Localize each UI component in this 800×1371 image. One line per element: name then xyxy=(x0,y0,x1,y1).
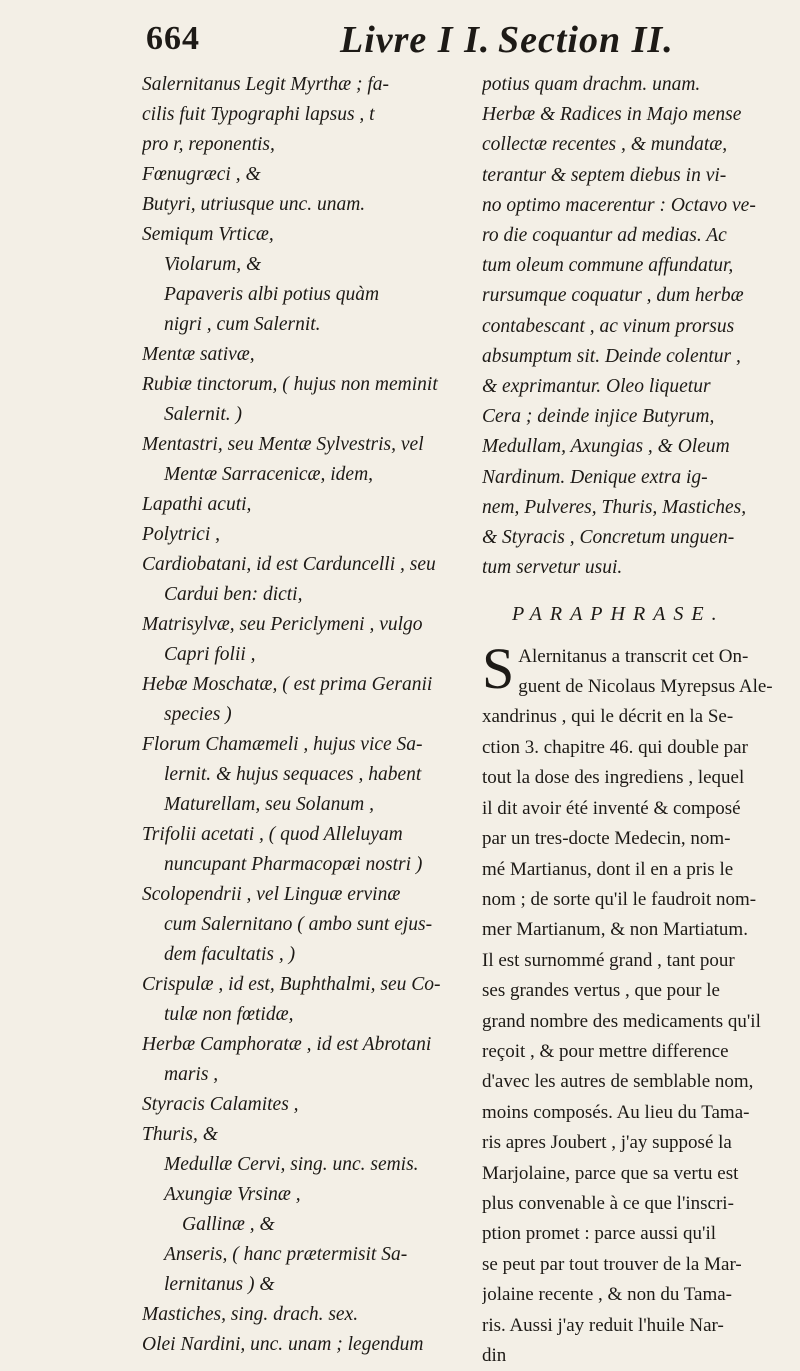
latin-line: contabescant , ac vinum prorsus xyxy=(482,315,735,337)
recipe-line: Salernit. ) xyxy=(164,404,242,425)
recipe-line: Anseris, ( hanc prætermisit Sa- xyxy=(164,1244,408,1265)
recipe-line: Medullæ Cervi, sing. unc. semis. xyxy=(164,1154,419,1175)
recipe-line: Matrisylvæ, seu Periclymeni , vulgo xyxy=(142,614,423,635)
french-line: ses grandes vertus , que pour le xyxy=(482,980,720,1002)
recipe-line: Herbæ Camphoratæ , id est Abrotani xyxy=(142,1034,432,1055)
recipe-line: nuncupant Pharmacopæi nostri ) xyxy=(164,854,423,875)
french-line: plus convenable à ce que l'inscri- xyxy=(482,1192,734,1214)
french-line: guent de Nicolaus Myrepsus Ale- xyxy=(518,676,773,698)
french-line: Marjolaine, parce que sa vertu est xyxy=(482,1162,739,1184)
dropcap-letter: S xyxy=(482,635,515,701)
recipe-line: Rubiæ tinctorum, ( hujus non meminit xyxy=(142,374,438,395)
recipe-line: Trifolii acetati , ( quod Alleluyam xyxy=(142,824,403,845)
recipe-line: Axungiæ Vrsinæ , xyxy=(164,1184,301,1205)
recipe-line: lernit. & hujus sequaces , habent xyxy=(164,764,422,785)
section-title: Section II. xyxy=(498,19,674,61)
french-line: ris. Aussi j'ay reduit l'huile Nar- xyxy=(482,1314,724,1336)
french-line: xandrinus , qui le décrit en la Se- xyxy=(482,706,734,728)
latin-line: tum oleum commune affundatur, xyxy=(482,255,734,277)
french-line: il dit avoir été inventé & composé xyxy=(482,797,741,819)
french-paraphrase xyxy=(482,635,774,1371)
french-line: reçoit , & pour mettre difference xyxy=(482,1040,729,1062)
recipe-line: tulæ non fœtidæ, xyxy=(164,1004,294,1025)
recipe-line: Fœnugræci , & xyxy=(142,164,261,185)
recipe-line: Cardui ben: dicti, xyxy=(164,584,303,605)
french-line: tout la dose des ingrediens , lequel xyxy=(482,767,745,789)
latin-line: terantur & septem diebus in vi- xyxy=(482,164,727,186)
latin-line: potius quam drachm. unam. xyxy=(482,74,701,95)
recipe-line: Semiqum Vrticæ, xyxy=(142,224,274,245)
latin-line: & Styracis , Concretum unguen- xyxy=(482,527,735,549)
french-line: Alernitanus a transcrit cet On- xyxy=(518,645,749,667)
latin-line: & exprimantur. Oleo liquetur xyxy=(482,376,711,398)
recipe-line: dem facultatis , ) xyxy=(164,944,296,965)
french-line: moins composés. Au lieu du Tama- xyxy=(482,1101,750,1123)
latin-line: no optimo macerentur : Octavo ve- xyxy=(482,194,756,216)
french-line: ction 3. chapitre 46. qui double par xyxy=(482,736,748,758)
french-line: Il est surnommé grand , tant pour xyxy=(482,949,735,971)
right-column xyxy=(482,70,774,1371)
french-line: grand nombre des medicaments qu'il xyxy=(482,1010,761,1032)
recipe-line: Cardiobatani, id est Carduncelli , seu xyxy=(142,554,436,575)
recipe-line: Hebæ Moschatæ, ( est prima Geranii xyxy=(142,674,433,695)
latin-line: nem, Pulveres, Thuris, Mastiches, xyxy=(482,496,747,518)
page-header xyxy=(30,14,770,66)
recipe-line: Salernitanus Legit Myrthæ ; fa- xyxy=(142,74,389,95)
latin-instructions xyxy=(482,70,774,583)
latin-line: Nardinum. Denique extra ig- xyxy=(482,466,708,488)
recipe-line: Butyri, utriusque unc. unam. xyxy=(142,194,366,215)
french-line: ris apres Joubert , j'ay supposé la xyxy=(482,1132,732,1154)
latin-line: rursumque coquatur , dum herbæ xyxy=(482,285,744,307)
recipe-line: Florum Chamæmeli , hujus vice Sa- xyxy=(142,734,423,755)
recipe-line: lernitanus ) & xyxy=(164,1274,275,1295)
recipe-line: Lapathi acuti, xyxy=(142,494,252,515)
recipe-line: Violarum, & xyxy=(164,254,262,275)
latin-line: absumptum sit. Deinde colentur , xyxy=(482,345,741,367)
recipe-line: Maturellam, seu Solanum , xyxy=(164,794,374,815)
latin-line: ro die coquantur ad medias. Ac xyxy=(482,225,727,247)
latin-line: Herbæ & Radices in Majo mense xyxy=(482,104,742,126)
recipe-line: nigri , cum Salernit. xyxy=(164,314,321,335)
left-column-recipe xyxy=(142,70,460,1360)
recipe-line: Mastiches, sing. drach. sex. xyxy=(142,1304,359,1325)
recipe-line: species ) xyxy=(164,704,232,725)
recipe-line: Crispulæ , id est, Buphthalmi, seu Co- xyxy=(142,974,441,995)
recipe-line: Mentastri, seu Mentæ Sylvestris, vel xyxy=(142,434,424,455)
recipe-line: Thuris, & xyxy=(142,1124,218,1145)
recipe-line: pro r, reponentis, xyxy=(142,134,275,155)
recipe-line: Polytrici , xyxy=(142,524,220,545)
french-line: se peut par tout trouver de la Mar- xyxy=(482,1253,742,1275)
recipe-line: Papaveris albi potius quàm xyxy=(164,284,380,305)
running-title: Livre I I. xyxy=(340,19,491,61)
latin-line: collectæ recentes , & mundatæ, xyxy=(482,134,728,156)
french-line: din xyxy=(482,1345,507,1366)
latin-line: Cera ; deinde injice Butyrum, xyxy=(482,406,715,428)
paraphrase-heading: PARAPHRASE. xyxy=(512,603,725,626)
french-line: par un tres-docte Medecin, nom- xyxy=(482,828,731,850)
recipe-line: Olei Nardini, unc. unam ; legendum xyxy=(142,1334,424,1355)
french-line: mer Martianum, & non Martiatum. xyxy=(482,919,748,941)
recipe-line: Gallinæ , & xyxy=(182,1214,275,1235)
recipe-line: Mentæ Sarracenicæ, idem, xyxy=(164,464,374,485)
french-line: mé Martianus, dont il en a pris le xyxy=(482,858,734,880)
french-line: nom ; de sorte qu'il le faudroit nom- xyxy=(482,888,757,910)
recipe-line: cum Salernitano ( ambo sunt ejus- xyxy=(164,914,433,935)
recipe-line: maris , xyxy=(164,1064,219,1085)
recipe-line: Capri folii , xyxy=(164,644,256,665)
recipe-line: cilis fuit Typographi lapsus , t xyxy=(142,104,375,125)
latin-line: tum servetur usui. xyxy=(482,557,623,579)
recipe-line: Scolopendrii , vel Linguæ ervinæ xyxy=(142,884,401,905)
latin-line: Medullam, Axungias , & Oleum xyxy=(482,436,730,458)
french-line: ption promet : parce aussi qu'il xyxy=(482,1223,717,1245)
page-number: 664 xyxy=(146,20,200,57)
recipe-line: Mentæ sativæ, xyxy=(142,344,255,365)
recipe-line: Styracis Calamites , xyxy=(142,1094,299,1115)
french-line: d'avec les autres de semblable nom, xyxy=(482,1071,754,1093)
french-line: jolaine recente , & non du Tama- xyxy=(482,1284,732,1306)
